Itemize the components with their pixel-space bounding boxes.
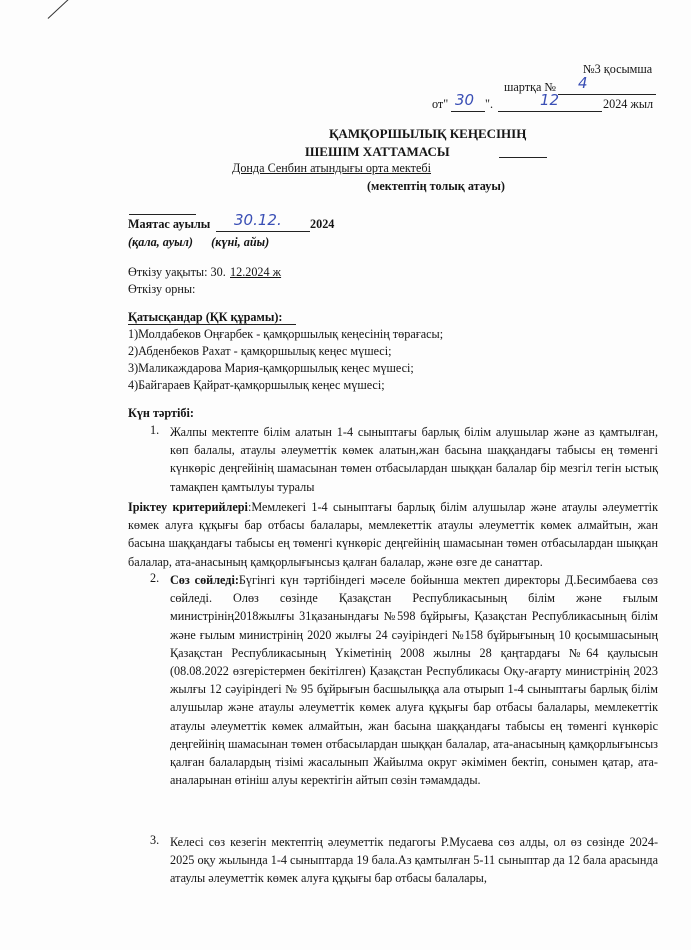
speech-paragraph xyxy=(170,571,658,789)
place-underline xyxy=(129,214,196,215)
criteria-text: :Мемлекегі 1-4 сыныптағы барлық білім алушылар және атаулы әлеуметтік көмек алуға құқығы бар отбасы балалары, мемлекеттік атаулы әлеуметтік көмек алмайтын, жан басына шаққандағы табысы ең төменгі күнкөріс деңгейінің шамасынан төмен отбасылардан шыққан балалар, ата-анасының қамқорлығынсыз қалған балалар, және өзге де санаттар. xyxy=(128,500,658,569)
speech-label: Сөз сөйледі: xyxy=(170,573,239,587)
appendix-label: №3 қосымша xyxy=(583,62,653,76)
pen-stroke-mark xyxy=(48,0,71,19)
date-prefix: от" xyxy=(432,97,449,111)
date-day-handwritten: 30 xyxy=(455,91,475,109)
speech-text: Бүгінгі күн тәртібіндегі мәселе бойынша мектеп директоры Д.Бесимбаева сөз сөйледі. Олөз сөзінде Қазақстан Республикасының білім және ғылым министрінің2018жылғы 31қазанындағы №598 бұйрығы, Қазақстан Республикасының білім және ғылым министрінің 2020 жылғы 24 сәуіріндегі №158 бұйрығының 10 қосымшасының Қазақстан Республикасының Үкіметінің 2008 жылны 28 қаңтардағы №64 қаулысын (08.08.2022 өзгерістермен бекітілген) Қазақстан Республикасы Оқу-ағарту министрінің 2023 жылғы 12 сәуіріндегі № 95 бұйрығын басшылыққа ала отырып 1-4 сыныптағы барлық білім алушылар және атаулы әлеуметтік көмек алуға құқығы бар отбасы балалары, мемлекеттік атаулы әлеуметтік көмек алмайтын, жан басына шаққандағы табысы ең төменгі күнкөріс деңгейінің шамасынан төмен отбасылардан шыққан балалар, ата-анасының қамқорлығынсыз қалған балалардың тізімі жасалынып Жайылма округ әкімімен бектіп, сонымен қатар, ата-аналарынан өтініш алуы керектігін айтып сөзін тәмамдады. xyxy=(170,573,658,788)
date-quote: ". xyxy=(485,97,494,111)
contract-label: шартқа № xyxy=(504,80,557,94)
meeting-time-value: 12.2024 ж xyxy=(230,265,282,279)
title-underline xyxy=(499,157,547,158)
contract-number-line xyxy=(558,94,656,95)
speech-item-number: 2. xyxy=(150,571,160,585)
place-date-line xyxy=(216,231,310,232)
next-speaker-text: Келесі сөз кезегін мектептің әлеуметтік педагогы Р.Мусаева сөз алды, ол өз сөзінде 2024-2025 оқу жылында 1-4 сыныптарда 19 бала.Аз қамтылған 5-11 сыныптар да 12 бала арасында атаулы әлеуметтік көмек алуға құқығы бар отбасы балалары, xyxy=(170,835,658,886)
participant-item: 1)Молдабеков Оңғарбек - қамқоршылық кеңесінің төрағасы; xyxy=(128,327,444,341)
title-line-2: ШЕШІМ ХАТТАМАСЫ xyxy=(305,144,450,159)
participant-item: 4)Байгараев Қайрат-қамқоршылық кеңес мүшесі; xyxy=(128,378,385,392)
title-line-1: ҚАМҚОРШЫЛЫҚ КЕҢЕСІНІҢ xyxy=(329,126,527,141)
place-date-handwritten: 30.12. xyxy=(234,211,282,229)
date-year: 2024 жыл xyxy=(603,97,654,111)
participant-item: 3)Маликаждарова Мария-қамқоршылық кеңес мүшесі; xyxy=(128,361,414,375)
place-year: 2024 xyxy=(310,217,335,231)
village-name: Маятас ауылы xyxy=(128,217,211,231)
date-month-line xyxy=(498,111,602,112)
next-speaker-item-number: 3. xyxy=(150,833,160,847)
meeting-time-label: Өткізу уақыты: 30. xyxy=(128,265,226,279)
meeting-place-label: Өткізу орны: xyxy=(128,282,196,296)
agenda-item-text: Жалпы мектепте білім алатын 1-4 сыныптағы барлық білім алушылар және аз қамтылған, көп балалы, атаулы әлеуметтік көмек алатын,жан басына шаққандағы табысы ең төменгі күнкөріс деңгейінің шамасынан төмен отбасылардан шыққан балалар бір мезгіл тегін ыстық тамақпен қамтылуы туралы xyxy=(170,425,658,494)
date-month-handwritten: 12 xyxy=(540,91,560,109)
participants-heading: Қатысқандар (ҚК құрамы): xyxy=(128,310,283,324)
participant-item: 2)Абденбеков Рахат - қамқоршылық кеңес мүшесі; xyxy=(128,344,392,358)
participants-heading-underline xyxy=(128,324,296,325)
date-day-line xyxy=(451,111,485,112)
school-caption: (мектептің толық атауы) xyxy=(367,179,505,193)
school-name: Донда Сенбин атындығы орта мектебі xyxy=(232,161,432,175)
criteria-paragraph xyxy=(128,498,658,571)
agenda-heading: Күн тәртібі: xyxy=(128,406,194,420)
place-caption: (қала, ауыл) (күні, айы) xyxy=(128,235,270,249)
criteria-label: Іріктеу критерийлері xyxy=(128,500,248,514)
contract-number-handwritten: 4 xyxy=(578,74,588,92)
agenda-item-number: 1. xyxy=(150,423,160,437)
